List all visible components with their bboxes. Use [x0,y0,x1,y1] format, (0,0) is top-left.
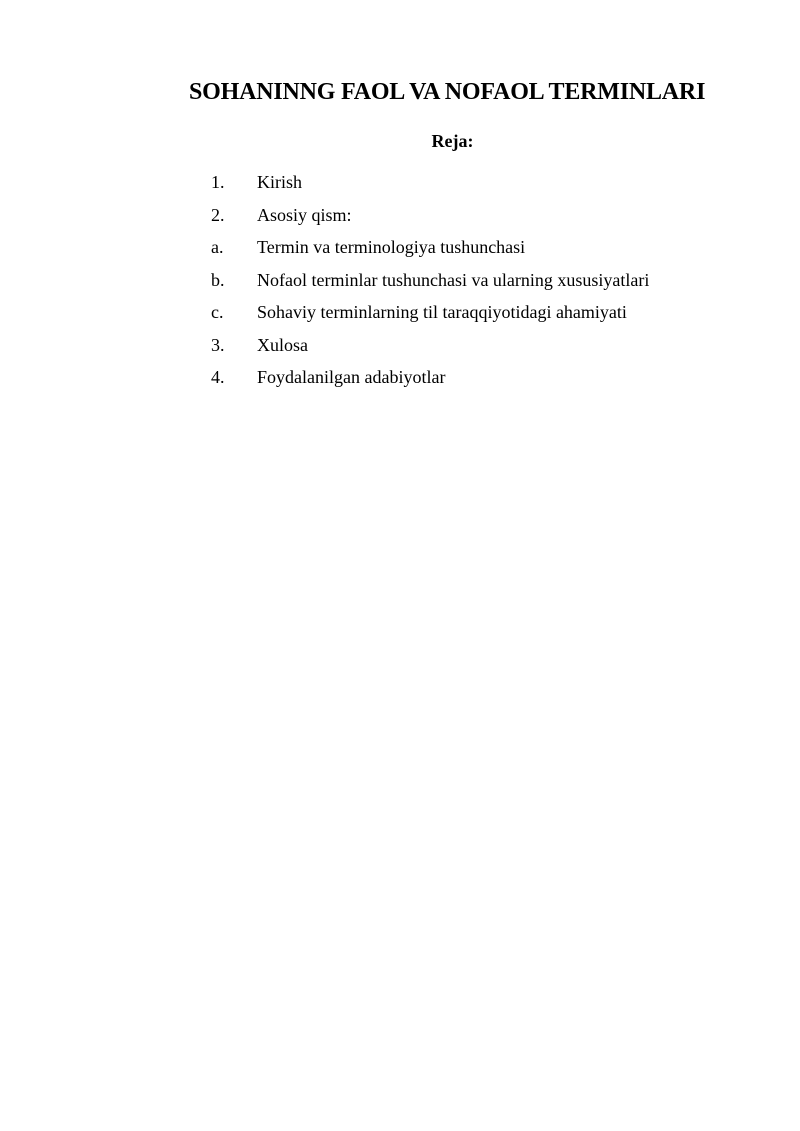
outline-item [211,235,649,268]
outline-item [211,268,649,301]
outline-item-text: Kirish [257,172,302,192]
outline-item [211,170,649,203]
outline-item-marker: c. [211,302,224,322]
document-title: SOHANINNG FAOL VA NOFAOL TERMINLARI [189,79,706,105]
outline-item-marker: 2. [211,204,225,225]
outline-item-marker: 4. [211,367,225,387]
outline-item-marker: b. [211,269,225,290]
outline-item-text: Xulosa [257,334,308,355]
outline-item-marker: 3. [211,334,225,355]
outline-item [211,203,649,236]
outline-item-marker: 1. [211,172,225,192]
outline-item-text: Sohaviy terminlarning til taraqqiyotidagi ahamiyati [257,302,627,322]
outline-item-text: Foydalanilgan adabiyotlar [257,367,446,387]
outline-item-marker: a. [211,237,224,257]
outline-item [211,333,649,366]
outline-item [211,300,649,333]
plan-heading: Reja: [431,131,474,151]
outline-item-text: Termin va terminologiya tushunchasi [257,237,526,257]
outline-item-text: Asosiy qism: [257,204,352,225]
plan-outline [211,170,649,398]
outline-item-text: Nofaol terminlar tushunchasi va ularning xususiyatlari [257,269,650,290]
outline-item [211,365,649,398]
